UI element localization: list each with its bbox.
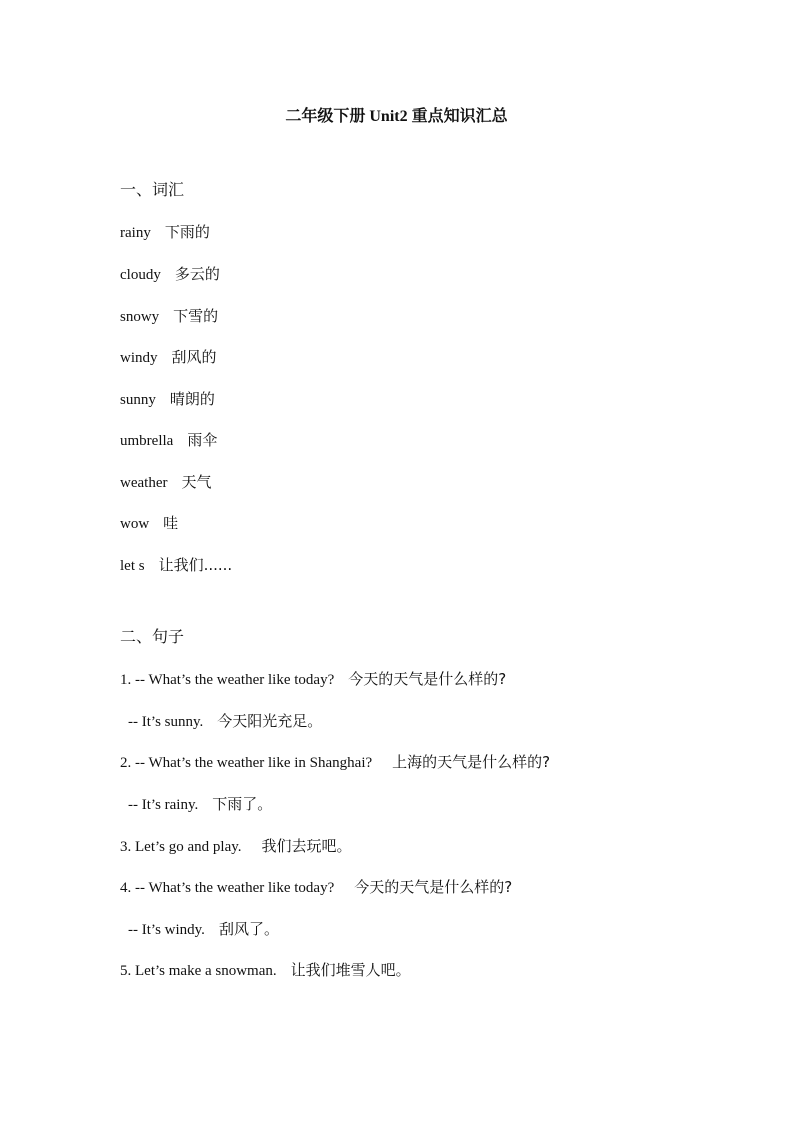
vocab-cn: 天气 [181,473,212,491]
vocab-cn: 多云的 [174,265,220,283]
sentence-en: 2. -- What’s the weather like in Shanghai? [120,755,373,771]
vocabulary-heading: 一、词汇 [120,180,185,199]
vocab-item-wow [120,513,178,534]
vocab-en: wow [120,516,150,532]
vocab-cn: 刮风的 [171,348,217,366]
vocab-cn: 下雪的 [173,307,219,325]
vocab-item-windy [120,347,217,368]
sentence-cn: 刮风了。 [218,920,279,938]
sentence-4-answer [128,919,279,940]
sentence-2-question [120,752,550,773]
vocab-en: windy [120,350,158,366]
sentence-en: 3. Let’s go and play. [120,839,242,855]
sentence-en: 4. -- What’s the weather like today? [120,880,335,896]
sentence-3 [120,836,352,857]
sentence-cn: 今天的天气是什么样的? [348,670,507,688]
vocab-item-lets [120,555,232,576]
vocab-cn: 雨伞 [187,431,218,449]
document-title: 二年级下册 Unit2 重点知识汇总 [285,108,508,125]
sentence-en: -- It’s sunny. [128,714,204,730]
vocab-cn: 晴朗的 [169,390,215,408]
sentence-cn: 让我们堆雪人吧。 [290,961,411,979]
vocab-cn: 让我们...... [158,556,233,574]
vocab-item-snowy [120,306,218,327]
sentence-1-question [120,669,506,690]
sentence-cn: 今天的天气是什么样的? [354,878,513,896]
vocab-item-umbrella [120,430,217,451]
sentences-heading: 二、句子 [120,627,185,646]
vocab-cn: 下雨的 [164,223,210,241]
sentence-cn: 上海的天气是什么样的? [392,753,551,771]
vocab-en: umbrella [120,433,174,449]
sentence-1-answer [128,711,322,732]
vocab-item-sunny [120,389,215,410]
vocab-cn: 哇 [163,514,179,532]
sentence-2-answer [128,794,272,815]
vocab-en: weather [120,475,168,491]
vocab-en: let s [120,558,145,574]
vocab-item-cloudy [120,264,220,285]
sentence-cn: 我们去玩吧。 [261,837,352,855]
sentence-en: -- It’s rainy. [128,797,199,813]
sentence-en: 1. -- What’s the weather like today? [120,672,335,688]
sentence-cn: 下雨了。 [212,795,273,813]
vocab-en: rainy [120,225,151,241]
sentence-5 [120,960,411,981]
vocab-item-rainy [120,222,210,243]
vocab-en: sunny [120,392,156,408]
vocab-item-weather [120,472,211,493]
vocab-en: cloudy [120,267,161,283]
sentence-en: 5. Let’s make a snowman. [120,963,277,979]
vocab-en: snowy [120,309,160,325]
sentence-4-question [120,877,512,898]
sentence-cn: 今天阳光充足。 [217,712,323,730]
sentence-en: -- It’s windy. [128,922,205,938]
